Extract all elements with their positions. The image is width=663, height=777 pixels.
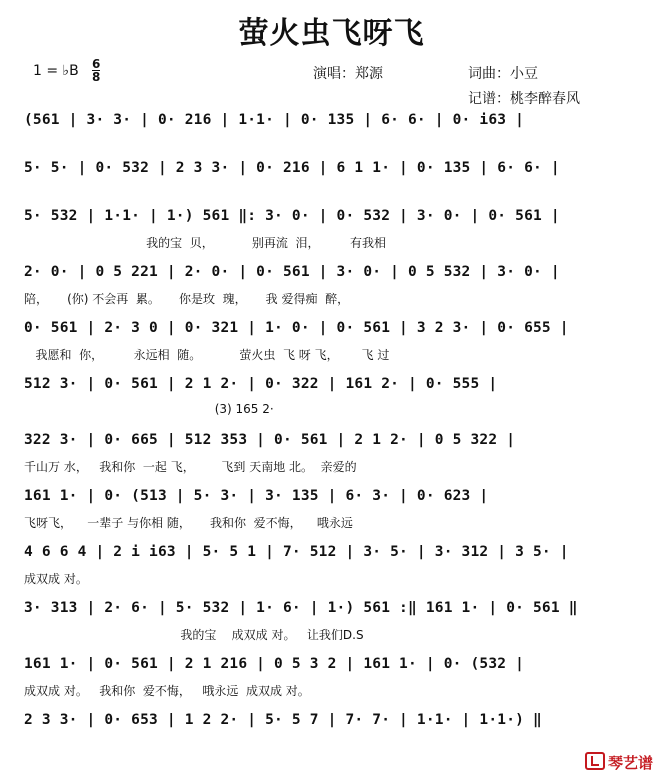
score-system-7: [24, 426, 636, 482]
score-system-10: [24, 594, 636, 650]
watermark-text: 琴艺谱: [607, 754, 653, 772]
key-signature: 1 = ♭B: [33, 63, 79, 79]
system-notes: (561 | 3· 3· | 0· 216 | 1·1· | 0· 135 | 6· 6· | 0· i63 |: [24, 112, 525, 128]
system-lyrics: 我的宝 贝， 别再流 泪， 有我相: [24, 236, 386, 250]
system-lyrics: 成双成 对。 我和你 爱不悔， 哦永远 成双成 对。: [24, 684, 310, 698]
system-notes: 322 3· | 0· 665 | 512 353 | 0· 561 | 2 1 2· | 0 5 322 |: [24, 432, 516, 448]
system-notes: 0· 561 | 2· 3 0 | 0· 321 | 1· 0· | 0· 561 | 3 2 3· | 0· 655 |: [24, 320, 569, 336]
site-logo-icon: [585, 752, 605, 770]
time-signature: [92, 58, 100, 83]
system-notes: 5· 5· | 0· 532 | 2 3 3· | 0· 216 | 6 1 1· | 0· 135 | 6· 6· |: [24, 160, 560, 176]
system-notes: 5· 532 | 1·1· | 1·) 561 ‖: 3· 0· | 0· 532 | 3· 0· | 0· 561 |: [24, 208, 560, 224]
time-signature-bottom: 8: [92, 70, 101, 84]
page-title: 萤火虫飞呀飞: [238, 16, 425, 51]
system-notes: 161 1· | 0· (513 | 5· 3· | 3· 135 | 6· 3· | 0· 623 |: [24, 488, 489, 504]
system-lyrics: 我愿和 你， 永远相 随。 萤火虫 飞 呀 飞， 飞 过: [24, 348, 390, 362]
system-notes: 161 1· | 0· 561 | 2 1 216 | 0 5 3 2 | 161 1· | 0· (532 |: [24, 656, 525, 672]
system-notes: 3· 313 | 2· 6· | 5· 532 | 1· 6· | 1·) 561 :‖ 161 1· | 0· 561 ‖: [24, 600, 578, 616]
score-system-12: [24, 706, 636, 754]
time-signature-top: 6: [92, 57, 101, 71]
lyricist-credit: 词曲：小豆: [468, 66, 538, 82]
system-notes: 4 6 6 4 | 2 i i63 | 5· 5 1 | 7· 512 | 3· 5· | 3· 312 | 3 5· |: [24, 544, 569, 560]
score-system-11: [24, 650, 636, 706]
score-system-3: [24, 202, 636, 258]
score-system-9: [24, 538, 636, 594]
site-watermark: [585, 752, 653, 773]
transcriber-credit: 记谱：桃李醉春风: [468, 91, 580, 107]
score-system-1: [24, 106, 636, 154]
system-lyrics: 飞呀飞， 一辈子 与你相 随， 我和你 爱不悔， 哦永远: [24, 516, 353, 530]
singer-credit: 演唱：郑源: [313, 66, 383, 82]
system-lyrics: (3) 165 2·: [24, 402, 274, 416]
score-system-6: [24, 370, 636, 426]
score-system-8: [24, 482, 636, 538]
system-notes: 512 3· | 0· 561 | 2 1 2· | 0· 322 | 161 2· | 0· 555 |: [24, 376, 498, 392]
score: [24, 106, 636, 754]
system-lyrics: 我的宝 成双成 对。 让我们D.S: [24, 628, 364, 642]
score-system-5: [24, 314, 636, 370]
score-system-4: [24, 258, 636, 314]
system-lyrics: 千山万 水， 我和你 一起 飞， 飞到 天南地 北。 亲爱的: [24, 460, 357, 474]
system-lyrics: 陪， (你) 不会再 累。 你是玫 瑰， 我 爱得痴 醉，: [24, 292, 350, 306]
system-lyrics: 成双成 对。: [24, 572, 88, 586]
system-notes: 2 3 3· | 0· 653 | 1 2 2· | 5· 5 7 | 7· 7· | 1·1· | 1·1·) ‖: [24, 712, 542, 728]
score-system-2: [24, 154, 636, 202]
system-notes: 2· 0· | 0 5 221 | 2· 0· | 0· 561 | 3· 0· | 0 5 532 | 3· 0· |: [24, 264, 560, 280]
